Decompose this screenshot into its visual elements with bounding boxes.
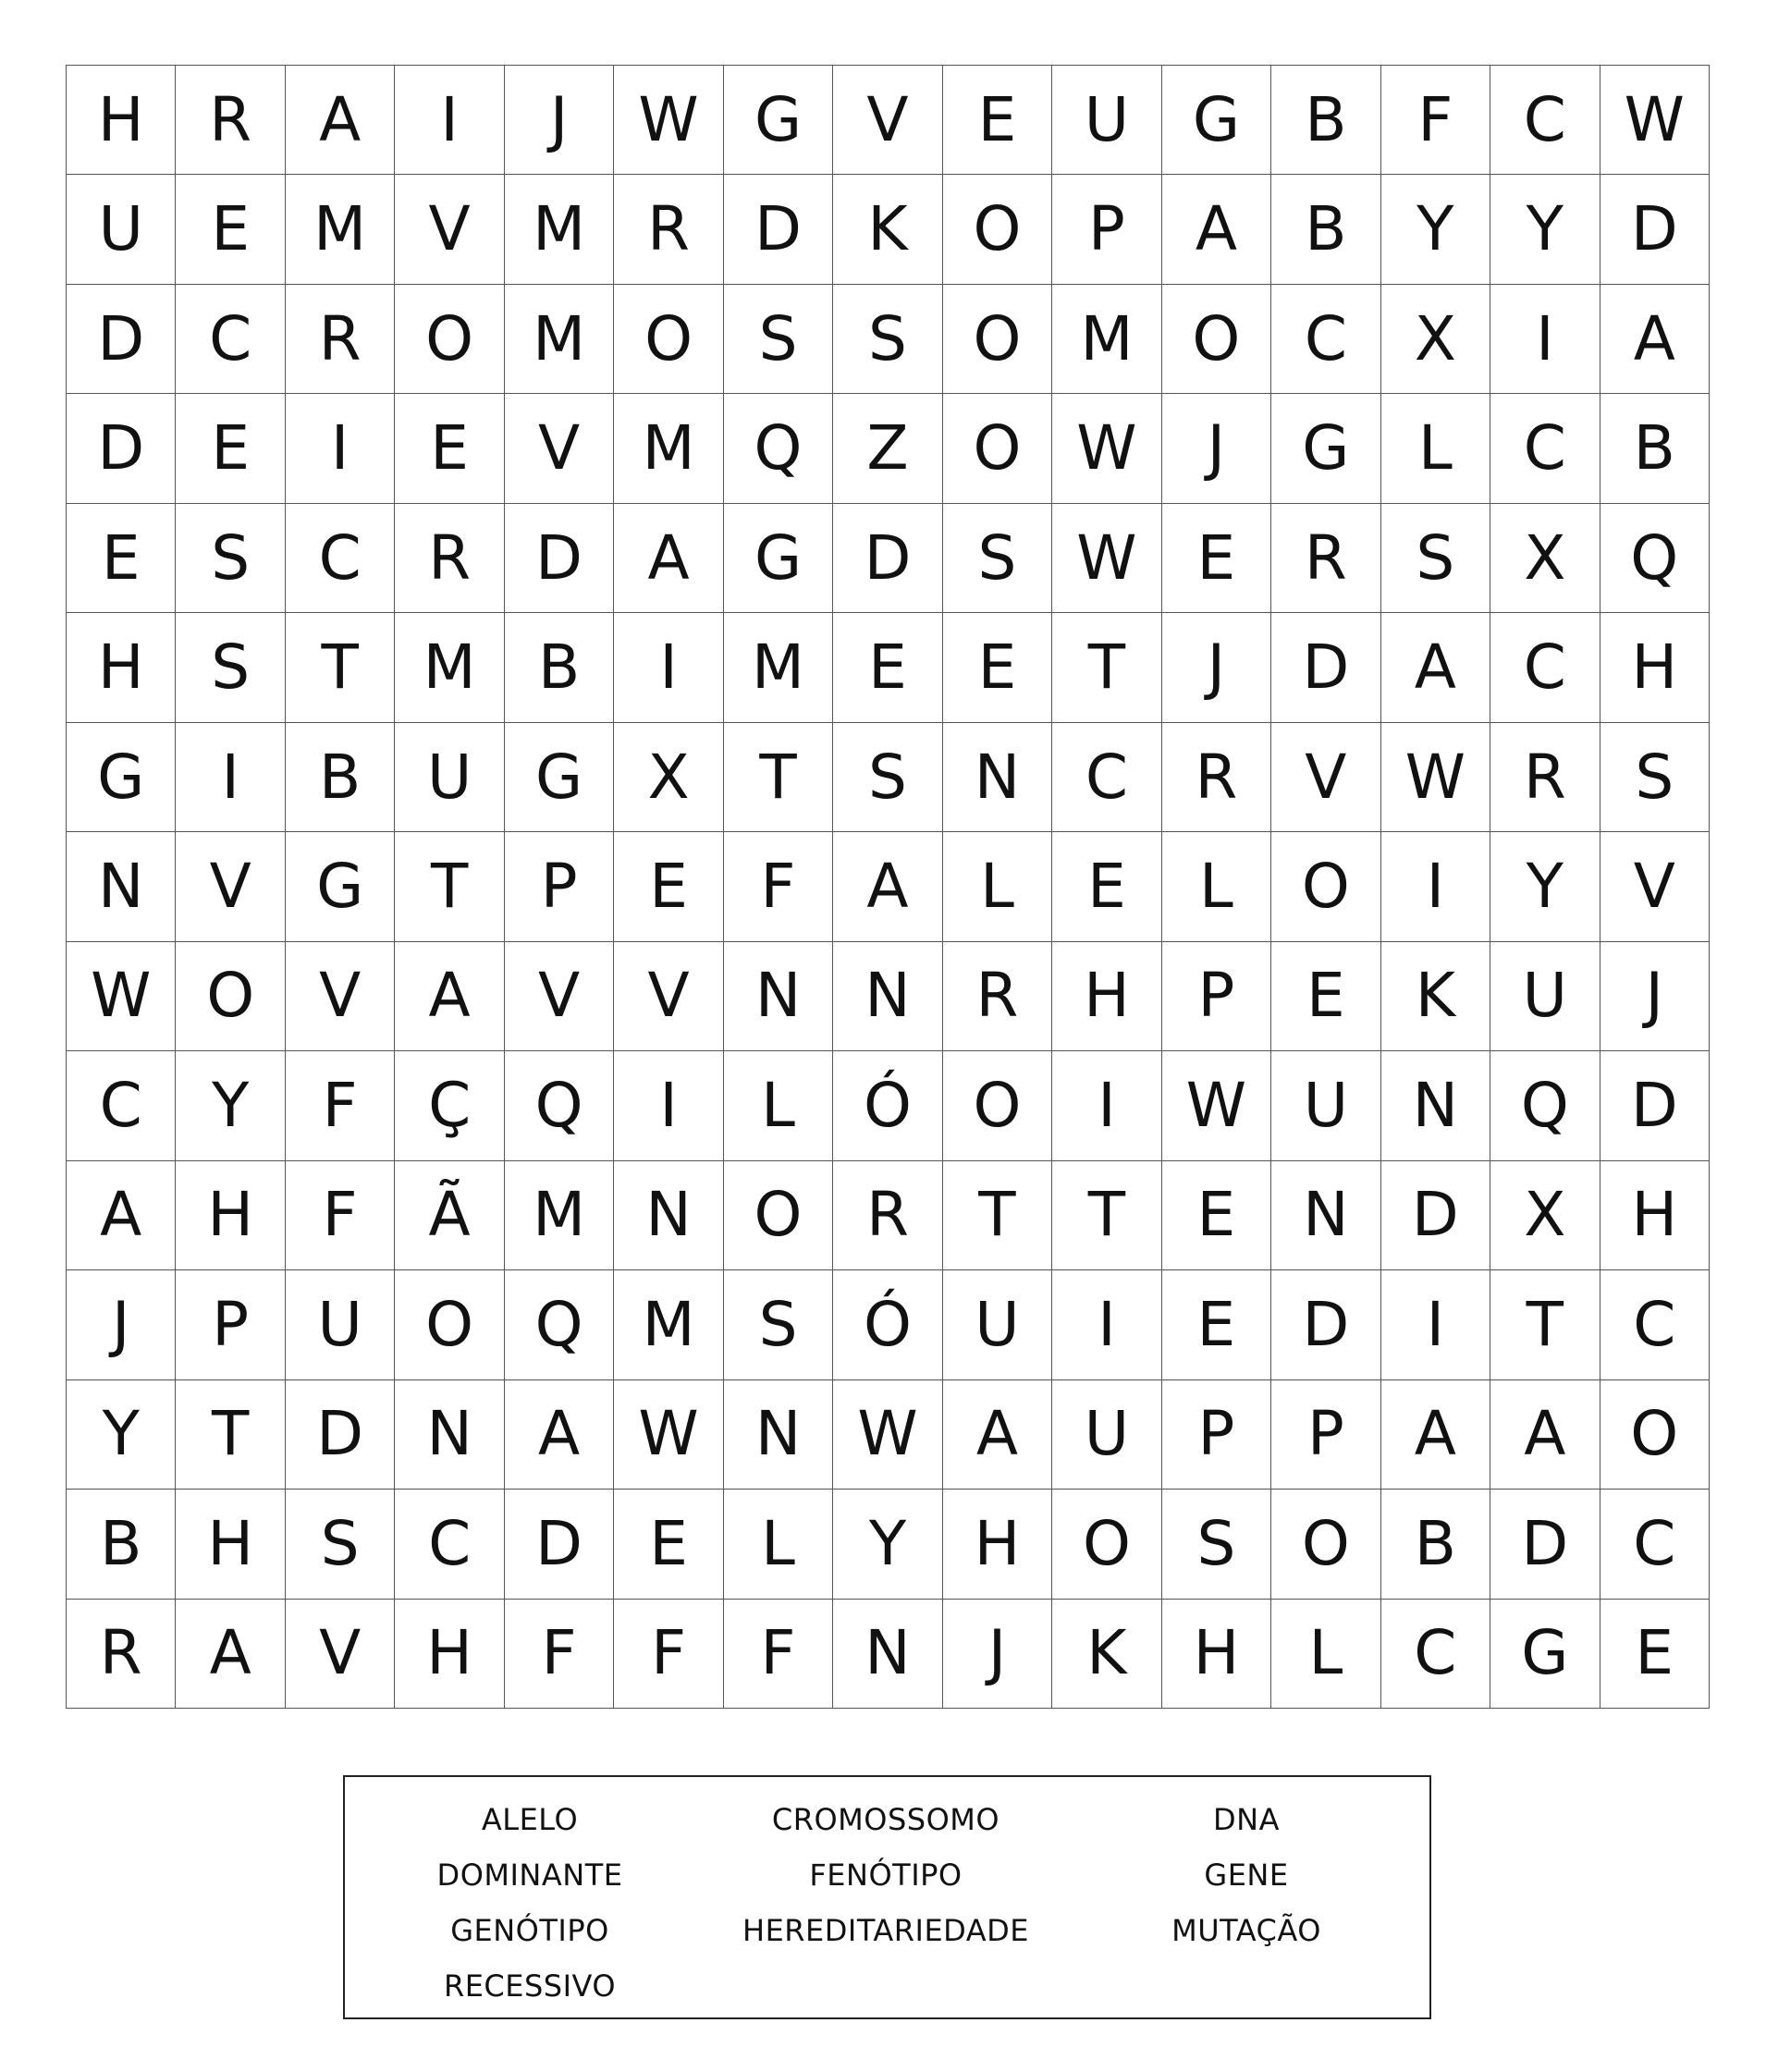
grid-cell[interactable]: F: [505, 1600, 614, 1709]
grid-cell[interactable]: E: [176, 175, 285, 284]
word-list-box: [343, 1775, 1431, 2019]
word-list-item: DOMINANTE: [436, 1857, 623, 1893]
grid-cell[interactable]: A: [614, 504, 723, 613]
grid-cell[interactable]: U: [1271, 1051, 1380, 1160]
grid-cell[interactable]: S: [176, 504, 285, 613]
grid-cell[interactable]: L: [724, 1490, 833, 1599]
grid-cell[interactable]: S: [1600, 723, 1710, 832]
grid-cell[interactable]: P: [1162, 1380, 1271, 1490]
grid-cell[interactable]: N: [724, 942, 833, 1051]
grid-cell[interactable]: S: [833, 723, 942, 832]
grid-cell[interactable]: B: [1271, 175, 1380, 284]
grid-cell[interactable]: D: [505, 1490, 614, 1599]
grid-cell[interactable]: D: [1271, 1270, 1380, 1379]
grid-cell[interactable]: Z: [833, 394, 942, 503]
grid-cell[interactable]: E: [1600, 1600, 1710, 1709]
grid-cell[interactable]: A: [395, 942, 504, 1051]
grid-cell[interactable]: I: [1381, 1270, 1490, 1379]
grid-cell[interactable]: Q: [1490, 1051, 1600, 1160]
grid-cell[interactable]: M: [614, 1270, 723, 1379]
grid-cell[interactable]: C: [1600, 1490, 1710, 1599]
grid-cell[interactable]: C: [395, 1490, 504, 1599]
grid-cell[interactable]: B: [67, 1490, 176, 1599]
grid-cell[interactable]: O: [724, 1161, 833, 1270]
grid-cell[interactable]: R: [1271, 504, 1380, 613]
grid-cell[interactable]: R: [67, 1600, 176, 1709]
grid-cell[interactable]: D: [1490, 1490, 1600, 1599]
grid-cell[interactable]: C: [1381, 1600, 1490, 1709]
grid-cell[interactable]: Y: [176, 1051, 285, 1160]
grid-cell[interactable]: B: [1381, 1490, 1490, 1599]
grid-cell[interactable]: G: [724, 66, 833, 175]
word-list-item: GENÓTIPO: [450, 1913, 609, 1948]
grid-cell[interactable]: L: [724, 1051, 833, 1160]
grid-cell[interactable]: E: [1162, 1270, 1271, 1379]
grid-cell[interactable]: H: [943, 1490, 1052, 1599]
grid-cell[interactable]: V: [1600, 832, 1710, 941]
grid-cell[interactable]: O: [943, 175, 1052, 284]
grid-cell[interactable]: R: [614, 175, 723, 284]
grid-cell[interactable]: I: [286, 394, 395, 503]
word-list-column: [1122, 1792, 1371, 1958]
grid-cell[interactable]: E: [395, 394, 504, 503]
grid-cell[interactable]: F: [724, 832, 833, 941]
grid-cell[interactable]: N: [67, 832, 176, 941]
grid-cell[interactable]: H: [1162, 1600, 1271, 1709]
grid-cell[interactable]: D: [1271, 613, 1380, 722]
grid-cell[interactable]: I: [614, 613, 723, 722]
grid-cell[interactable]: B: [505, 613, 614, 722]
grid-cell[interactable]: S: [724, 1270, 833, 1379]
grid-cell[interactable]: C: [1490, 394, 1600, 503]
grid-cell[interactable]: M: [286, 175, 395, 284]
grid-cell[interactable]: Y: [1490, 832, 1600, 941]
letter-grid: [66, 65, 1710, 1709]
grid-cell[interactable]: R: [286, 285, 395, 394]
grid-cell[interactable]: M: [505, 285, 614, 394]
grid-cell[interactable]: C: [1490, 613, 1600, 722]
grid-cell[interactable]: X: [614, 723, 723, 832]
grid-cell[interactable]: A: [1381, 1380, 1490, 1490]
grid-cell[interactable]: D: [833, 504, 942, 613]
grid-cell[interactable]: I: [614, 1051, 723, 1160]
grid-cell[interactable]: E: [176, 394, 285, 503]
grid-cell[interactable]: T: [943, 1161, 1052, 1270]
grid-cell[interactable]: J: [505, 66, 614, 175]
grid-cell[interactable]: R: [833, 1161, 942, 1270]
grid-cell[interactable]: D: [286, 1380, 395, 1490]
grid-cell[interactable]: E: [67, 504, 176, 613]
grid-cell[interactable]: I: [395, 66, 504, 175]
grid-cell[interactable]: D: [67, 394, 176, 503]
grid-cell[interactable]: R: [1490, 723, 1600, 832]
grid-cell[interactable]: Ó: [833, 1051, 942, 1160]
grid-cell[interactable]: W: [833, 1380, 942, 1490]
grid-cell[interactable]: L: [1381, 394, 1490, 503]
grid-cell[interactable]: H: [176, 1161, 285, 1270]
grid-cell[interactable]: U: [1490, 942, 1600, 1051]
grid-cell[interactable]: A: [67, 1161, 176, 1270]
grid-cell[interactable]: W: [614, 1380, 723, 1490]
grid-cell[interactable]: X: [1490, 504, 1600, 613]
grid-cell[interactable]: V: [1271, 723, 1380, 832]
grid-cell[interactable]: J: [1162, 394, 1271, 503]
grid-cell[interactable]: B: [1600, 394, 1710, 503]
grid-cell[interactable]: P: [1162, 942, 1271, 1051]
word-list-item: FENÓTIPO: [809, 1857, 963, 1893]
grid-cell[interactable]: N: [724, 1380, 833, 1490]
grid-cell[interactable]: I: [1381, 832, 1490, 941]
grid-cell[interactable]: U: [395, 723, 504, 832]
grid-cell[interactable]: M: [1052, 285, 1161, 394]
grid-cell[interactable]: D: [1600, 175, 1710, 284]
grid-cell[interactable]: I: [1490, 285, 1600, 394]
grid-cell[interactable]: S: [1381, 504, 1490, 613]
grid-cell[interactable]: U: [67, 175, 176, 284]
grid-cell[interactable]: N: [395, 1380, 504, 1490]
grid-cell[interactable]: X: [1381, 285, 1490, 394]
grid-cell[interactable]: N: [614, 1161, 723, 1270]
grid-cell[interactable]: H: [67, 66, 176, 175]
grid-cell[interactable]: S: [833, 285, 942, 394]
grid-cell[interactable]: Y: [833, 1490, 942, 1599]
grid-cell[interactable]: P: [176, 1270, 285, 1379]
grid-cell[interactable]: T: [395, 832, 504, 941]
grid-cell[interactable]: O: [395, 1270, 504, 1379]
grid-cell[interactable]: V: [505, 394, 614, 503]
grid-cell[interactable]: S: [1162, 1490, 1271, 1599]
grid-cell[interactable]: P: [505, 832, 614, 941]
grid-cell[interactable]: K: [833, 175, 942, 284]
grid-cell[interactable]: C: [176, 285, 285, 394]
word-list-column: [715, 1792, 1057, 1958]
grid-cell[interactable]: A: [176, 1600, 285, 1709]
grid-cell[interactable]: W: [1052, 394, 1161, 503]
grid-cell[interactable]: A: [1490, 1380, 1600, 1490]
grid-cell[interactable]: V: [176, 832, 285, 941]
grid-cell[interactable]: P: [1052, 175, 1161, 284]
word-list-item: DNA: [1213, 1802, 1280, 1837]
grid-cell[interactable]: Ç: [395, 1051, 504, 1160]
grid-cell[interactable]: N: [1271, 1161, 1380, 1270]
grid-cell[interactable]: T: [724, 723, 833, 832]
word-list-column: [405, 1792, 655, 2014]
grid-cell[interactable]: R: [176, 66, 285, 175]
grid-cell[interactable]: C: [1271, 285, 1380, 394]
grid-cell[interactable]: W: [614, 66, 723, 175]
grid-cell[interactable]: J: [1162, 613, 1271, 722]
word-list-item: GENE: [1204, 1857, 1289, 1893]
grid-cell[interactable]: H: [1052, 942, 1161, 1051]
grid-cell[interactable]: T: [286, 613, 395, 722]
word-list-item: HEREDITARIEDADE: [742, 1913, 1029, 1948]
grid-cell[interactable]: W: [1381, 723, 1490, 832]
grid-cell[interactable]: G: [724, 504, 833, 613]
grid-cell[interactable]: N: [833, 942, 942, 1051]
word-list-item: RECESSIVO: [443, 1968, 617, 2004]
grid-cell[interactable]: I: [1052, 1270, 1161, 1379]
grid-cell[interactable]: H: [1600, 613, 1710, 722]
grid-cell[interactable]: N: [943, 723, 1052, 832]
grid-cell[interactable]: R: [943, 942, 1052, 1051]
grid-cell[interactable]: O: [395, 285, 504, 394]
grid-cell[interactable]: J: [67, 1270, 176, 1379]
grid-cell[interactable]: H: [176, 1490, 285, 1599]
grid-cell[interactable]: O: [1271, 832, 1380, 941]
grid-cell[interactable]: E: [614, 1490, 723, 1599]
grid-cell[interactable]: Q: [724, 394, 833, 503]
grid-cell[interactable]: A: [505, 1380, 614, 1490]
grid-cell[interactable]: F: [724, 1600, 833, 1709]
word-list-item: ALELO: [481, 1802, 579, 1837]
grid-cell[interactable]: E: [833, 613, 942, 722]
grid-cell[interactable]: B: [1271, 66, 1380, 175]
grid-cell[interactable]: Q: [505, 1270, 614, 1379]
grid-cell[interactable]: P: [1271, 1380, 1380, 1490]
grid-cell[interactable]: L: [943, 832, 1052, 941]
grid-cell[interactable]: A: [833, 832, 942, 941]
grid-cell[interactable]: T: [176, 1380, 285, 1490]
grid-cell[interactable]: E: [1162, 1161, 1271, 1270]
grid-cell[interactable]: D: [1381, 1161, 1490, 1270]
grid-cell[interactable]: H: [67, 613, 176, 722]
grid-cell[interactable]: E: [614, 832, 723, 941]
grid-cell[interactable]: Ó: [833, 1270, 942, 1379]
grid-cell[interactable]: E: [1052, 832, 1161, 941]
grid-cell[interactable]: W: [1600, 66, 1710, 175]
grid-cell[interactable]: F: [286, 1051, 395, 1160]
grid-cell[interactable]: Y: [67, 1380, 176, 1490]
grid-cell[interactable]: A: [943, 1380, 1052, 1490]
grid-cell[interactable]: H: [395, 1600, 504, 1709]
grid-cell[interactable]: M: [724, 613, 833, 722]
grid-cell[interactable]: O: [1600, 1380, 1710, 1490]
grid-cell[interactable]: E: [943, 66, 1052, 175]
grid-cell[interactable]: D: [1600, 1051, 1710, 1160]
grid-cell[interactable]: T: [1490, 1270, 1600, 1379]
grid-cell[interactable]: G: [505, 723, 614, 832]
grid-cell[interactable]: L: [1271, 1600, 1380, 1709]
grid-cell[interactable]: G: [67, 723, 176, 832]
grid-cell[interactable]: U: [286, 1270, 395, 1379]
grid-cell[interactable]: A: [1381, 613, 1490, 722]
grid-cell[interactable]: G: [1490, 1600, 1600, 1709]
grid-cell[interactable]: Y: [1490, 175, 1600, 284]
grid-cell[interactable]: A: [1162, 175, 1271, 284]
grid-cell[interactable]: J: [1600, 942, 1710, 1051]
grid-cell[interactable]: V: [505, 942, 614, 1051]
grid-cell[interactable]: T: [1052, 1161, 1161, 1270]
grid-cell[interactable]: C: [1490, 66, 1600, 175]
grid-cell[interactable]: O: [1052, 1490, 1161, 1599]
grid-cell[interactable]: K: [1052, 1600, 1161, 1709]
grid-cell[interactable]: Y: [1381, 175, 1490, 284]
grid-cell[interactable]: V: [833, 66, 942, 175]
grid-cell[interactable]: C: [67, 1051, 176, 1160]
grid-cell[interactable]: D: [724, 175, 833, 284]
grid-cell[interactable]: W: [1162, 1051, 1271, 1160]
grid-cell[interactable]: M: [505, 1161, 614, 1270]
grid-cell[interactable]: M: [614, 394, 723, 503]
grid-cell[interactable]: J: [943, 1600, 1052, 1709]
grid-cell[interactable]: U: [1052, 66, 1161, 175]
grid-cell[interactable]: U: [943, 1270, 1052, 1379]
grid-cell[interactable]: G: [286, 832, 395, 941]
grid-cell[interactable]: D: [67, 285, 176, 394]
grid-cell[interactable]: O: [1162, 285, 1271, 394]
grid-cell[interactable]: S: [724, 285, 833, 394]
grid-cell[interactable]: F: [614, 1600, 723, 1709]
grid-cell[interactable]: D: [505, 504, 614, 613]
grid-cell[interactable]: F: [286, 1161, 395, 1270]
grid-cell[interactable]: S: [286, 1490, 395, 1599]
grid-cell[interactable]: A: [1600, 285, 1710, 394]
grid-cell[interactable]: Q: [1600, 504, 1710, 613]
grid-cell[interactable]: V: [286, 1600, 395, 1709]
grid-cell[interactable]: W: [1052, 504, 1161, 613]
grid-cell[interactable]: R: [395, 504, 504, 613]
grid-cell[interactable]: B: [286, 723, 395, 832]
grid-cell[interactable]: S: [943, 504, 1052, 613]
grid-cell[interactable]: E: [1271, 942, 1380, 1051]
grid-cell[interactable]: R: [1162, 723, 1271, 832]
grid-cell[interactable]: Ã: [395, 1161, 504, 1270]
grid-cell[interactable]: M: [395, 613, 504, 722]
grid-cell[interactable]: E: [943, 613, 1052, 722]
grid-cell[interactable]: V: [286, 942, 395, 1051]
word-list-item: CROMOSSOMO: [771, 1802, 1000, 1837]
grid-cell[interactable]: C: [1600, 1270, 1710, 1379]
grid-cell[interactable]: Q: [505, 1051, 614, 1160]
grid-cell[interactable]: L: [1162, 832, 1271, 941]
grid-cell[interactable]: K: [1381, 942, 1490, 1051]
grid-cell[interactable]: C: [1052, 723, 1161, 832]
grid-cell[interactable]: O: [943, 285, 1052, 394]
grid-cell[interactable]: V: [614, 942, 723, 1051]
grid-cell[interactable]: G: [1271, 394, 1380, 503]
grid-cell[interactable]: G: [1162, 66, 1271, 175]
grid-cell[interactable]: I: [176, 723, 285, 832]
grid-cell[interactable]: H: [1600, 1161, 1710, 1270]
grid-cell[interactable]: O: [943, 1051, 1052, 1160]
grid-cell[interactable]: O: [943, 394, 1052, 503]
word-list-item: MUTAÇÃO: [1171, 1913, 1321, 1948]
grid-cell[interactable]: N: [833, 1600, 942, 1709]
grid-cell[interactable]: N: [1381, 1051, 1490, 1160]
grid-cell[interactable]: A: [286, 66, 395, 175]
grid-cell[interactable]: F: [1381, 66, 1490, 175]
grid-cell[interactable]: C: [286, 504, 395, 613]
grid-cell[interactable]: V: [395, 175, 504, 284]
grid-cell[interactable]: O: [176, 942, 285, 1051]
grid-cell[interactable]: X: [1490, 1161, 1600, 1270]
grid-cell[interactable]: E: [1162, 504, 1271, 613]
grid-cell[interactable]: M: [505, 175, 614, 284]
grid-cell[interactable]: O: [614, 285, 723, 394]
grid-cell[interactable]: S: [176, 613, 285, 722]
grid-cell[interactable]: U: [1052, 1380, 1161, 1490]
grid-cell[interactable]: I: [1052, 1051, 1161, 1160]
grid-cell[interactable]: W: [67, 942, 176, 1051]
grid-cell[interactable]: O: [1271, 1490, 1380, 1599]
grid-cell[interactable]: T: [1052, 613, 1161, 722]
